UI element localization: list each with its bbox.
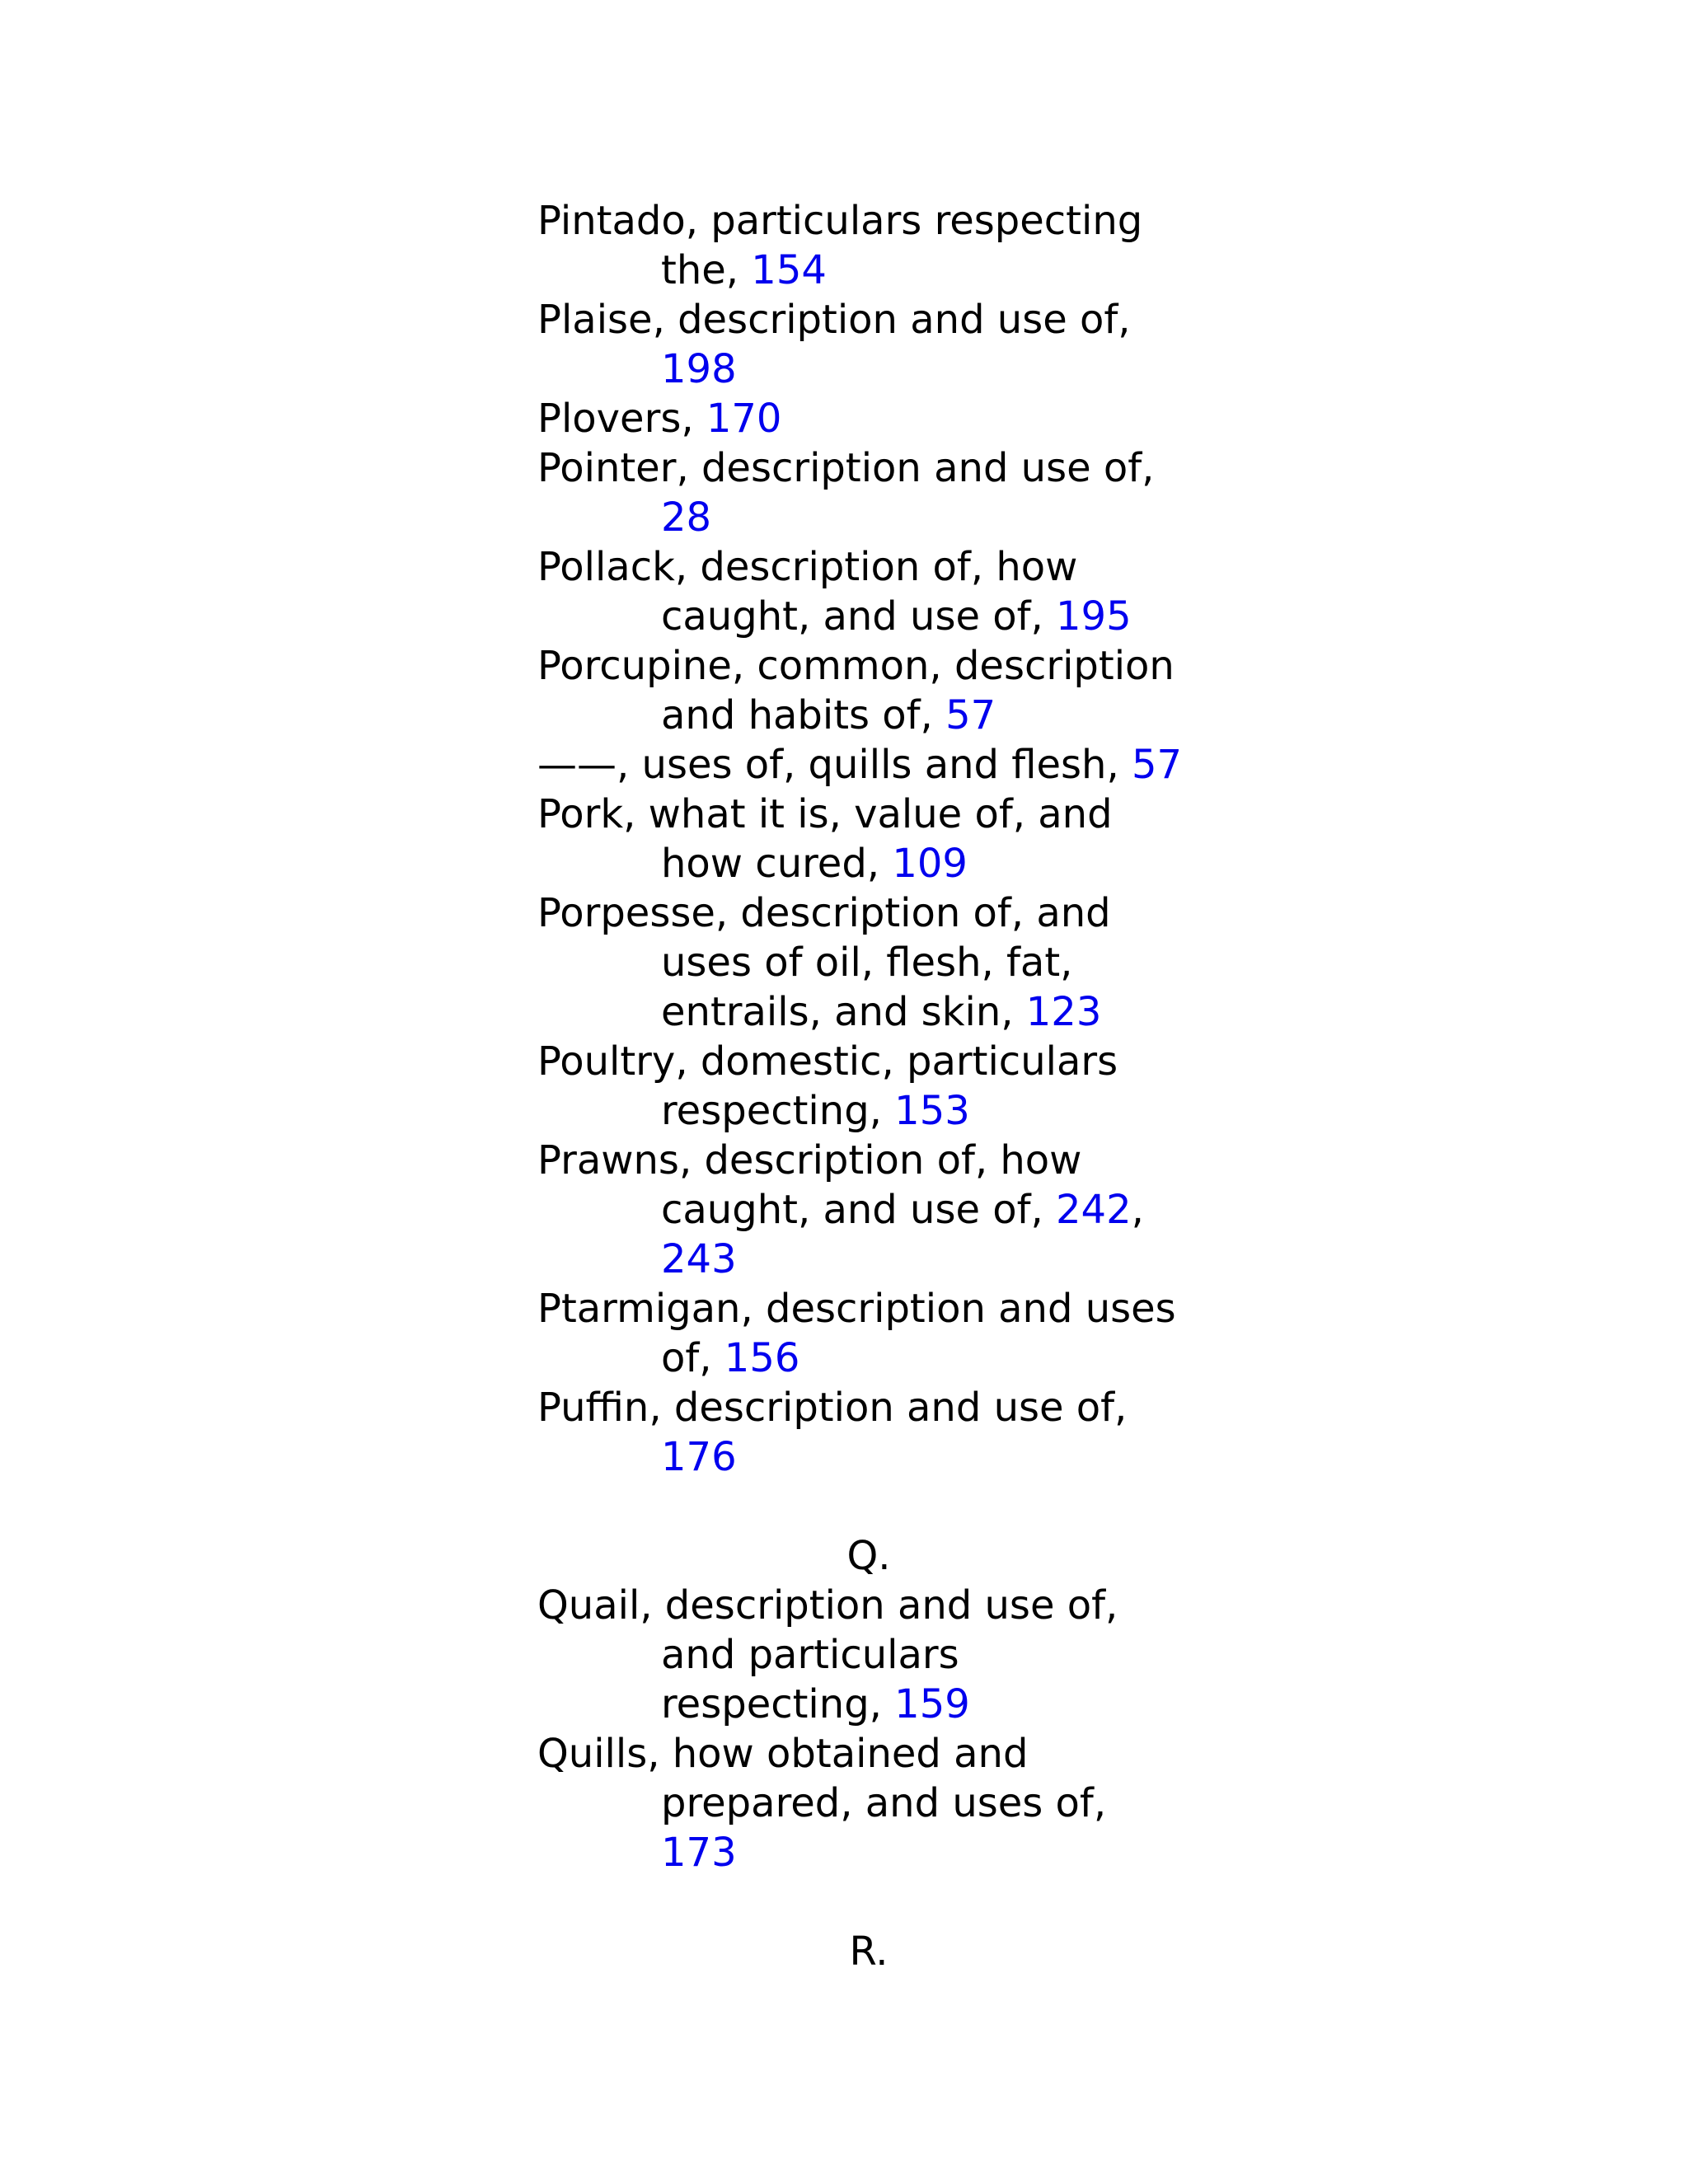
page-link[interactable]: 123 xyxy=(1025,989,1102,1035)
index-entry xyxy=(537,740,1183,790)
entry-continuation-line xyxy=(537,592,1164,641)
index-entry xyxy=(537,1729,1164,1877)
entry-text: and particulars xyxy=(661,1632,959,1678)
entry-text: Ptarmigan, description and uses xyxy=(537,1286,1176,1332)
entry-line xyxy=(537,196,1164,246)
index-entry xyxy=(537,542,1164,641)
entry-text: Quills, how obtained and xyxy=(537,1731,1029,1777)
entry-continuation-line xyxy=(537,1828,1164,1877)
entry-continuation-line xyxy=(537,1680,1164,1729)
entry-line xyxy=(537,542,1164,592)
page-link[interactable]: 57 xyxy=(1131,742,1183,788)
entry-continuation-line xyxy=(537,344,1164,394)
index-entry xyxy=(537,888,1164,1037)
entry-line xyxy=(537,295,1164,344)
entry-continuation-line xyxy=(537,1185,1164,1235)
entry-text: the, xyxy=(661,247,752,293)
entry-text: respecting, xyxy=(661,1681,895,1727)
page-link[interactable]: 28 xyxy=(661,494,712,541)
entry-continuation-line xyxy=(537,1779,1164,1828)
page-link[interactable]: 176 xyxy=(661,1434,737,1480)
separator: , xyxy=(1131,1187,1144,1233)
index-entry xyxy=(537,641,1175,740)
page-link[interactable]: 109 xyxy=(892,841,968,887)
entry-line xyxy=(537,740,1183,790)
index-entry xyxy=(537,1581,1164,1729)
index-entry xyxy=(537,1284,1176,1383)
entry-text: Plaise, description and use of, xyxy=(537,297,1131,343)
index-entry xyxy=(537,790,1164,888)
entry-text: how cured, xyxy=(661,841,893,887)
index-page xyxy=(537,196,1183,1976)
entry-line xyxy=(537,394,1164,443)
entry-text: Pollack, description of, how xyxy=(537,544,1078,590)
entry-text: caught, and use of, xyxy=(661,593,1057,640)
page-link[interactable]: 242 xyxy=(1056,1187,1132,1233)
entry-text: Pointer, description and use of, xyxy=(537,445,1155,491)
entry-text: entrails, and skin, xyxy=(661,989,1026,1035)
page-link[interactable]: 243 xyxy=(661,1236,737,1282)
entry-text: Porcupine, common, description xyxy=(537,643,1175,689)
entry-line xyxy=(537,443,1164,493)
entry-text: prepared, and uses of, xyxy=(661,1780,1107,1826)
entry-text: of, xyxy=(661,1335,724,1381)
entry-text: Puffin, description and use of, xyxy=(537,1385,1128,1431)
page-link[interactable]: 153 xyxy=(894,1088,970,1134)
entry-continuation-line xyxy=(537,1086,1164,1136)
entry-text: respecting, xyxy=(661,1088,895,1134)
entry-line xyxy=(537,1284,1176,1333)
entry-text: caught, and use of, xyxy=(661,1187,1057,1233)
entry-continuation-line xyxy=(537,1432,1164,1482)
page-link[interactable]: 154 xyxy=(751,247,827,293)
entry-line xyxy=(537,790,1164,839)
entry-line xyxy=(537,1729,1164,1779)
entry-text: Pork, what it is, value of, and xyxy=(537,791,1113,837)
page-link[interactable]: 195 xyxy=(1056,593,1132,640)
entry-continuation-line xyxy=(537,1630,1164,1680)
entry-line xyxy=(537,1136,1164,1185)
entry-text: Plovers, xyxy=(537,396,706,442)
blank-line xyxy=(537,1877,1164,1927)
entry-continuation-line xyxy=(537,246,1164,295)
entry-line xyxy=(537,888,1164,938)
page-link[interactable]: 57 xyxy=(945,692,996,738)
entry-text: uses of oil, flesh, fat, xyxy=(661,940,1073,986)
index-entry xyxy=(537,295,1164,394)
entry-line xyxy=(537,1581,1164,1630)
page-link[interactable]: 159 xyxy=(894,1681,970,1727)
section-letter-heading: R. xyxy=(849,1929,889,1975)
index-entry xyxy=(537,1037,1164,1136)
entry-line xyxy=(537,1383,1164,1432)
page-link[interactable]: 170 xyxy=(706,396,782,442)
entry-text: and habits of, xyxy=(661,692,946,738)
entry-line xyxy=(537,641,1175,691)
entry-continuation-line xyxy=(537,987,1164,1037)
index-entry xyxy=(537,394,1164,443)
entry-line xyxy=(537,1037,1164,1086)
entry-text: ——, uses of, quills and flesh, xyxy=(537,742,1132,788)
entry-text: Quail, description and use of, xyxy=(537,1582,1118,1629)
entry-continuation-line xyxy=(537,493,1164,542)
entry-text: Porpesse, description of, and xyxy=(537,890,1111,936)
page-link[interactable]: 198 xyxy=(661,346,737,392)
entry-continuation-line xyxy=(537,938,1164,987)
index-entry xyxy=(537,443,1164,542)
entry-continuation-line xyxy=(537,1333,1164,1383)
entry-continuation-line xyxy=(537,1235,1164,1284)
blank-line xyxy=(537,1482,1164,1531)
entry-text: Pintado, particulars respecting xyxy=(537,198,1143,244)
section-letter-heading: Q. xyxy=(846,1533,891,1579)
index-entry xyxy=(537,1136,1164,1284)
entry-text: Prawns, description of, how xyxy=(537,1137,1082,1183)
entry-text: Poultry, domestic, particulars xyxy=(537,1038,1118,1085)
entry-continuation-line xyxy=(537,691,1164,740)
entry-continuation-line xyxy=(537,839,1164,888)
index-entry xyxy=(537,1383,1164,1482)
page-link[interactable]: 173 xyxy=(661,1830,737,1876)
page-link[interactable]: 156 xyxy=(724,1335,800,1381)
index-entry xyxy=(537,196,1164,295)
